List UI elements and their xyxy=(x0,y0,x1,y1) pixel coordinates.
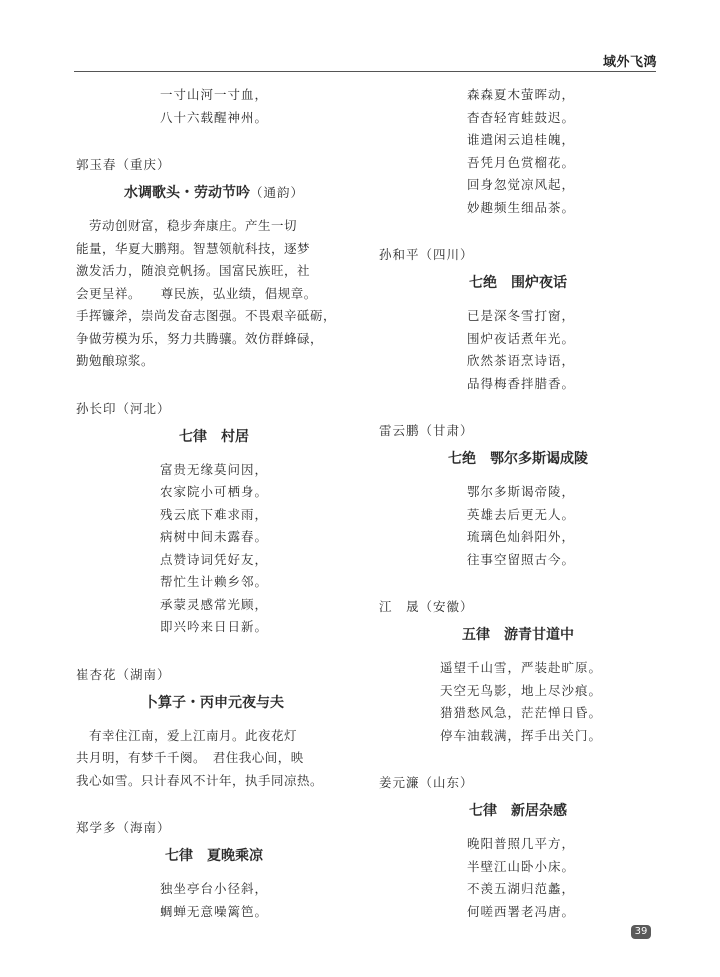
poem-author: 江 晟（安徽） xyxy=(379,599,474,614)
poem-body xyxy=(76,215,352,373)
poem-title: 七律 村居 xyxy=(179,428,249,445)
poem xyxy=(379,245,657,395)
verse-line: 鄂尔多斯谒帝陵， xyxy=(466,484,575,499)
poem-body xyxy=(379,657,657,747)
verse-line: 回身忽觉凉风起， xyxy=(466,177,575,192)
verse-line: 农家院小可栖身。 xyxy=(159,484,268,499)
continued-poem xyxy=(76,84,352,129)
poem xyxy=(76,155,352,373)
verse-line: 停车油载满，挥手出关门。 xyxy=(439,727,602,743)
poem-title-main: 水调歌头・劳动节吟 xyxy=(123,185,250,201)
verse-line: 往事空留照古今。 xyxy=(466,551,575,567)
prose-line: 争做劳模为乐，努力共腾骧。效仿群蜂碌， xyxy=(76,330,324,346)
poem-title-note: （通韵） xyxy=(249,185,304,200)
verse-line: 病树中间未露春。 xyxy=(159,529,268,544)
prose-line: 勤勉酿琼浆。 xyxy=(76,353,155,368)
poem-title: 七绝 鄂尔多斯谒成陵 xyxy=(448,451,588,467)
poem-body xyxy=(379,305,657,395)
poem-title: 卜算子・丙申元夜与夫 xyxy=(144,694,284,711)
verse-line: 残云底下难求雨， xyxy=(159,506,268,522)
poem-title: 七律 新居杂感 xyxy=(469,803,567,819)
prose-line: 有幸住江南，爱上江南月。此夜花灯 xyxy=(76,727,298,743)
verse-line: 吾凭月色赏榴花。 xyxy=(466,154,575,170)
verse-line: 猎猎愁风急，茫茫惮日昏。 xyxy=(439,705,602,720)
poem-title: 五律 游青甘道中 xyxy=(462,627,574,643)
verse-line: 八十六载醒神州。 xyxy=(159,109,268,125)
prose-line: 激发活力，随浪竞帆扬。国富民族旺，社 xyxy=(76,263,311,278)
prose-line: 手挥镰斧，崇尚发奋志图强。不畏艰辛砥砺， xyxy=(76,308,337,323)
verse-line: 半壁江山卧小床。 xyxy=(466,858,575,874)
poem-body xyxy=(76,725,352,793)
poem-author: 郭玉春（重庆） xyxy=(76,157,171,172)
verse-line: 帮忙生计赖乡邻。 xyxy=(159,574,268,589)
right-column xyxy=(379,82,657,923)
poem-author: 雷云鹏（甘肃） xyxy=(379,423,474,438)
poem xyxy=(76,665,352,793)
verse-line: 不羡五湖归范蠡， xyxy=(466,881,575,896)
verse-line: 一寸山河一寸血， xyxy=(159,87,268,102)
poem-body xyxy=(379,833,657,923)
prose-line: 会更呈祥。 尊民族，弘业绩，倡规章。 xyxy=(76,285,317,301)
poem-body xyxy=(379,481,657,571)
poem-author: 郑学多（海南） xyxy=(76,820,171,835)
verse-line: 英雄去后更无人。 xyxy=(466,506,575,522)
poem xyxy=(379,597,657,747)
poem xyxy=(76,399,352,639)
verse-line: 欣然茶语烹诗语， xyxy=(466,353,575,368)
left-column xyxy=(76,82,352,923)
prose-line: 我心如雪。只计春风不计年，执手同凉热。 xyxy=(76,772,324,788)
prose-line: 能量，华夏大鹏翔。智慧领航科技，逐梦 xyxy=(76,240,311,256)
verse-line: 即兴吟来日日新。 xyxy=(159,619,268,634)
verse-line: 蜩蝉无意噪篱笆。 xyxy=(159,903,268,919)
verse-line: 森森夏木萤晖动， xyxy=(466,87,575,102)
poem-author: 姜元濂（山东） xyxy=(379,775,474,790)
verse-line: 富贵无缘莫问因， xyxy=(159,461,268,477)
poem-author: 孙长印（河北） xyxy=(76,400,171,416)
poem-title: 七绝 围炉夜话 xyxy=(469,275,567,291)
verse-line: 已是深冬雪打窗， xyxy=(466,308,575,323)
poem-title xyxy=(76,183,352,203)
poem xyxy=(379,421,657,571)
verse-line: 围炉夜话煮年光。 xyxy=(466,330,575,346)
verse-line: 琉璃色灿斜阳外， xyxy=(466,529,575,544)
page-number-badge: 39 xyxy=(631,925,651,939)
verse-line: 何嗟西署老冯唐。 xyxy=(466,903,575,919)
header-section-title: 域外飞鸿 xyxy=(602,55,657,70)
poem xyxy=(76,818,352,923)
prose-line: 共月明，有梦千千阕。 君住我心间，映 xyxy=(76,750,304,765)
continued-poem xyxy=(379,84,657,219)
verse-line: 妙趣频生细品茶。 xyxy=(466,199,575,215)
verse-line: 品得梅香拌腊香。 xyxy=(466,375,575,391)
poem-body xyxy=(76,459,352,639)
verse-line: 天空无鸟影，地上尽沙痕。 xyxy=(439,682,602,698)
poem-author: 孙和平（四川） xyxy=(379,247,474,262)
poem-author: 崔杏花（湖南） xyxy=(76,666,171,682)
poem-title: 七律 夏晚乘凉 xyxy=(165,848,263,864)
verse-line: 点赞诗词凭好友， xyxy=(159,551,268,567)
poem xyxy=(379,773,657,923)
verse-line: 独坐亭台小径斜， xyxy=(159,881,268,896)
verse-line: 遥望千山雪，严装赴旷原。 xyxy=(439,660,602,675)
header-rule xyxy=(74,71,656,72)
verse-line: 谁遣闲云追桂魄， xyxy=(466,132,575,147)
verse-line: 承蒙灵感常光顾， xyxy=(159,596,268,612)
poem-body xyxy=(76,878,352,923)
prose-line: 劳动创财富，稳步奔康庄。产生一切 xyxy=(76,218,298,233)
verse-line: 杳杳轻宵蛙鼓迟。 xyxy=(466,109,575,125)
verse-line: 晚阳普照几平方， xyxy=(466,836,575,851)
